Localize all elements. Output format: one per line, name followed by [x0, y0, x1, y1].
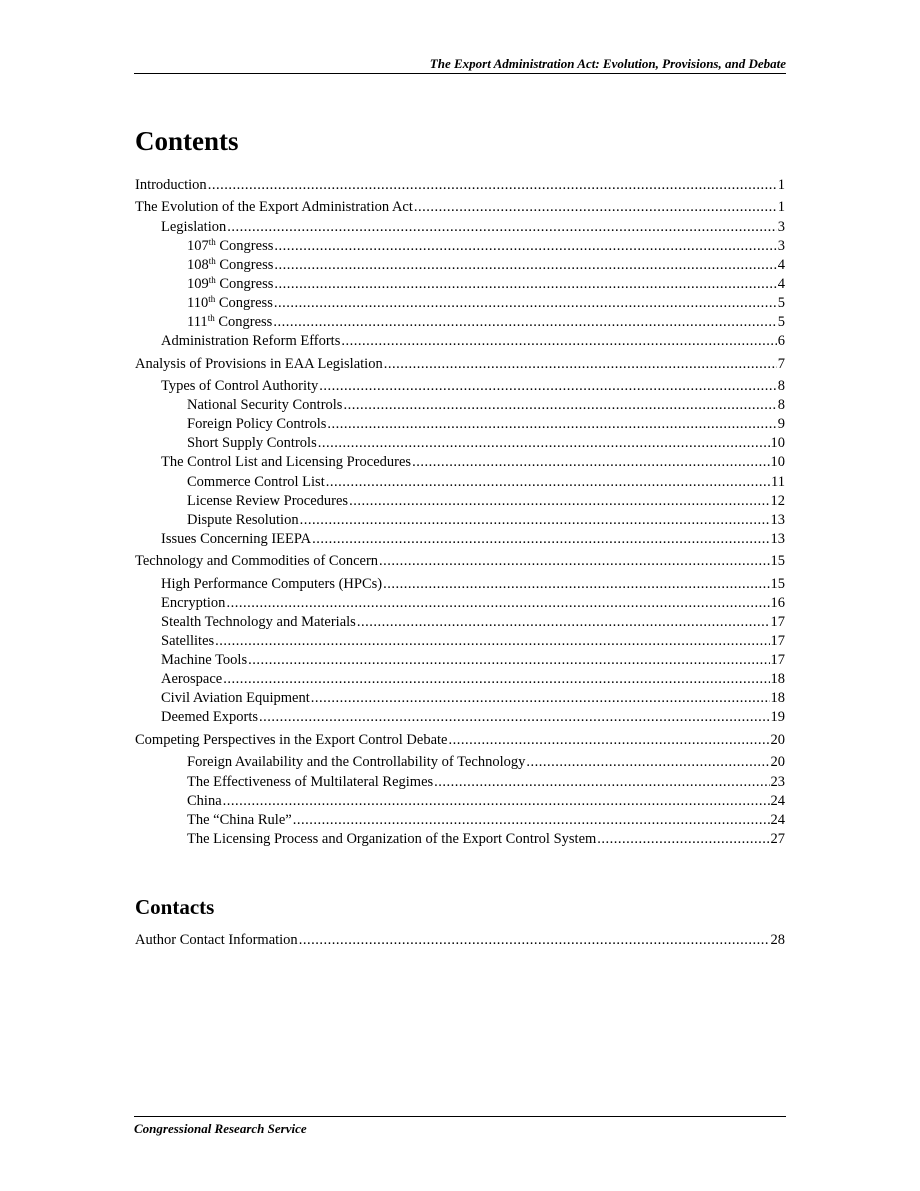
- toc-entry-page-number: 15: [770, 553, 785, 570]
- dot-leader: [312, 530, 769, 549]
- toc-entry-ordinal-suffix: th: [208, 274, 216, 285]
- dot-leader: [226, 594, 769, 613]
- toc-entry-title: [135, 931, 298, 950]
- toc-entry-title: [161, 332, 340, 351]
- toc-entry-title: [187, 415, 326, 434]
- toc-entry-page-number: 8: [777, 378, 785, 395]
- toc-entry-page-number: 10: [770, 454, 785, 471]
- dot-leader: [449, 731, 770, 750]
- toc-entry-page-number: 17: [770, 614, 785, 631]
- header-rule: [134, 73, 786, 74]
- toc-entry-title: [187, 294, 273, 313]
- toc-entry[interactable]: [135, 355, 785, 374]
- toc-entry[interactable]: [135, 632, 785, 651]
- toc-entry[interactable]: [135, 575, 785, 594]
- toc-entry-text: The “China Rule”: [187, 811, 292, 828]
- toc-entry-title: [161, 632, 214, 651]
- toc-entry-text: Technology and Commodities of Concern: [135, 553, 379, 570]
- toc-entry-title: [187, 792, 222, 811]
- dot-leader: [248, 651, 769, 670]
- toc-entry-page-number: 11: [771, 473, 785, 490]
- toc-entry-page-number: 1: [777, 199, 785, 216]
- toc-entry-ordinal-suffix: th: [208, 255, 216, 266]
- toc-entry-title: [135, 552, 378, 571]
- toc-entry[interactable]: [135, 773, 785, 792]
- toc-entry-number: 111: [187, 314, 208, 331]
- toc-entry[interactable]: [135, 332, 785, 351]
- toc-entry-page-number: 1: [777, 177, 785, 193]
- toc-entry-title: [187, 275, 273, 294]
- toc-entry-title: [187, 753, 525, 772]
- toc-entry-page-number: 5: [777, 294, 785, 311]
- toc-entry[interactable]: [135, 176, 785, 195]
- dot-leader: [273, 313, 776, 332]
- toc-entry[interactable]: [135, 396, 785, 415]
- toc-entry-title: [161, 218, 226, 237]
- toc-entry-page-number: 17: [770, 633, 785, 650]
- dot-leader: [343, 396, 776, 415]
- dot-leader: [526, 753, 769, 772]
- toc-entry-text: The Effectiveness of Multilateral Regimes: [187, 773, 434, 790]
- toc-entry[interactable]: [135, 792, 785, 811]
- toc-entry[interactable]: [135, 294, 785, 313]
- dot-leader: [293, 811, 770, 830]
- toc-entry-title: [161, 689, 310, 708]
- table-of-contents: [135, 176, 785, 849]
- toc-entry-page-number: 24: [770, 792, 785, 809]
- dot-leader: [318, 434, 770, 453]
- dot-leader: [319, 377, 776, 396]
- toc-entry-page-number: 9: [777, 416, 785, 433]
- dot-leader: [349, 492, 769, 511]
- dot-leader: [597, 830, 769, 849]
- toc-entry-text: Types of Control Authority: [161, 378, 319, 395]
- toc-entry-text: High Performance Computers (HPCs): [161, 575, 383, 592]
- toc-entry-page-number: 16: [770, 594, 785, 611]
- toc-entry-page-number: 8: [777, 397, 785, 414]
- toc-entry[interactable]: [135, 651, 785, 670]
- toc-entry-text: Aerospace: [161, 671, 223, 688]
- footer-rule: [134, 1116, 786, 1117]
- toc-entry-title: [161, 594, 225, 613]
- dot-leader: [412, 453, 769, 472]
- toc-entry-title: [187, 511, 299, 530]
- toc-entry-title: [161, 530, 311, 549]
- dot-leader: [274, 256, 776, 275]
- toc-entry[interactable]: [135, 275, 785, 294]
- toc-entry-page-number: 4: [777, 275, 785, 292]
- toc-entry-text: Congress: [215, 275, 274, 292]
- toc-entry-text: National Security Controls: [187, 397, 343, 414]
- dot-leader: [208, 176, 777, 195]
- toc-entry[interactable]: [135, 237, 785, 256]
- dot-leader: [341, 332, 776, 351]
- dot-leader: [327, 415, 776, 434]
- toc-entry-ordinal-suffix: th: [208, 236, 216, 247]
- contents-heading: Contents: [135, 126, 239, 156]
- toc-entry-text: Issues Concerning IEEPA: [161, 530, 312, 547]
- toc-entry-text: China: [187, 792, 222, 809]
- toc-entry[interactable]: [135, 415, 785, 434]
- dot-leader: [300, 511, 770, 530]
- toc-entry-text: Introduction: [135, 177, 207, 193]
- toc-entry-text: Competing Perspectives in the Export Control Debate: [135, 731, 448, 748]
- toc-entry-text: Congress: [215, 237, 274, 254]
- toc-entry-title: [161, 453, 411, 472]
- dot-leader: [379, 552, 769, 571]
- toc-entry[interactable]: [135, 511, 785, 530]
- toc-entry[interactable]: [135, 931, 785, 950]
- toc-entry-text: Congress: [215, 256, 274, 273]
- toc-entry-text: Author Contact Information: [135, 932, 298, 948]
- toc-entry-title: [161, 670, 222, 689]
- toc-entry[interactable]: [135, 670, 785, 689]
- toc-entry[interactable]: [135, 530, 785, 549]
- toc-entry-text: Commerce Control List: [187, 473, 325, 490]
- toc-entry-text: Administration Reform Efforts: [161, 333, 341, 350]
- dot-leader: [259, 708, 769, 727]
- dot-leader: [223, 792, 770, 811]
- toc-entry[interactable]: [135, 731, 785, 750]
- toc-entry-page-number: 23: [770, 773, 785, 790]
- dot-leader: [357, 613, 770, 632]
- toc-entry[interactable]: [135, 613, 785, 632]
- toc-entry-text: Satellites: [161, 633, 215, 650]
- toc-entry[interactable]: [135, 492, 785, 511]
- dot-leader: [274, 275, 776, 294]
- toc-entry-text: Short Supply Controls: [187, 435, 317, 452]
- toc-entry-text: License Review Procedures: [187, 492, 349, 509]
- toc-entry[interactable]: [135, 594, 785, 613]
- dot-leader: [311, 689, 770, 708]
- toc-entry-text: The Licensing Process and Organization of the Export Control System: [187, 830, 597, 847]
- toc-entry-text: The Evolution of the Export Administration Act: [135, 199, 413, 216]
- toc-entry-title: [161, 377, 318, 396]
- toc-entry-number: 110: [187, 294, 209, 311]
- dot-leader: [299, 931, 770, 950]
- toc-entry-ordinal-suffix: th: [207, 313, 215, 324]
- toc-entry-page-number: 13: [770, 511, 785, 528]
- toc-entry[interactable]: [135, 753, 785, 772]
- toc-entry-ordinal-suffix: th: [208, 294, 216, 305]
- toc-entry[interactable]: [135, 811, 785, 830]
- toc-entry-page-number: 10: [770, 435, 785, 452]
- toc-entry[interactable]: [135, 830, 785, 849]
- dot-leader: [274, 294, 777, 313]
- toc-entry-title: [187, 773, 433, 792]
- toc-entry-page-number: 17: [770, 652, 785, 669]
- toc-entry-text: Legislation: [161, 218, 227, 235]
- dot-leader: [227, 218, 777, 237]
- toc-entry-title: [187, 811, 292, 830]
- toc-entry-text: Congress: [214, 314, 273, 331]
- dot-leader: [384, 355, 777, 374]
- toc-entry-page-number: 6: [777, 333, 785, 350]
- toc-entry-title: [135, 198, 413, 217]
- toc-entry[interactable]: [135, 198, 785, 217]
- toc-entry-text: Dispute Resolution: [187, 511, 299, 528]
- toc-entry-text: Foreign Availability and the Controllability of Technology: [187, 754, 526, 771]
- toc-entry-page-number: 27: [770, 830, 785, 847]
- toc-entry-title: [187, 396, 342, 415]
- contacts-list: [135, 931, 785, 950]
- toc-entry-text: Civil Aviation Equipment: [161, 690, 310, 707]
- toc-entry-page-number: 20: [770, 754, 785, 771]
- toc-entry-text: Analysis of Provisions in EAA Legislation: [135, 355, 383, 372]
- toc-entry-title: [161, 708, 258, 727]
- toc-entry-title: [135, 176, 207, 195]
- toc-entry-page-number: 19: [770, 709, 785, 726]
- toc-entry-text: Congress: [215, 294, 273, 311]
- toc-entry-number: 109: [187, 275, 209, 292]
- toc-entry-title: [187, 830, 596, 849]
- toc-entry-text: Stealth Technology and Materials: [161, 614, 356, 631]
- running-footer: Congressional Research Service: [134, 1121, 307, 1136]
- toc-entry[interactable]: [135, 256, 785, 275]
- toc-entry-title: [135, 731, 448, 750]
- dot-leader: [223, 670, 769, 689]
- toc-entry-page-number: 18: [770, 690, 785, 707]
- toc-entry-title: [161, 575, 382, 594]
- toc-entry[interactable]: [135, 218, 785, 237]
- toc-entry[interactable]: [135, 453, 785, 472]
- toc-entry-title: [161, 651, 247, 670]
- toc-entry-text: Deemed Exports: [161, 709, 259, 726]
- dot-leader: [215, 632, 769, 651]
- toc-entry-page-number: 24: [770, 811, 785, 828]
- toc-entry-page-number: 13: [770, 530, 785, 547]
- toc-entry-title: [187, 492, 348, 511]
- toc-entry-page-number: 28: [770, 932, 785, 948]
- toc-entry-title: [187, 313, 272, 332]
- dot-leader: [274, 237, 776, 256]
- toc-entry[interactable]: [135, 473, 785, 492]
- toc-entry[interactable]: [135, 552, 785, 571]
- running-header: The Export Administration Act: Evolution, Provisions, and Debate: [429, 56, 786, 71]
- toc-entry-page-number: 7: [777, 355, 785, 372]
- toc-entry-page-number: 3: [777, 218, 785, 235]
- toc-entry-page-number: 3: [777, 237, 785, 254]
- toc-entry-title: [187, 237, 273, 256]
- toc-entry-title: [187, 434, 317, 453]
- toc-entry-page-number: 18: [770, 671, 785, 688]
- toc-entry-title: [161, 613, 356, 632]
- toc-entry-text: Foreign Policy Controls: [187, 416, 327, 433]
- toc-entry-text: The Control List and Licensing Procedures: [161, 454, 412, 471]
- toc-entry[interactable]: [135, 689, 785, 708]
- toc-entry-page-number: 5: [777, 314, 785, 331]
- toc-entry-text: Encryption: [161, 594, 226, 611]
- dot-leader: [414, 198, 777, 217]
- toc-entry[interactable]: [135, 313, 785, 332]
- toc-entry-page-number: 15: [770, 575, 785, 592]
- toc-entry-number: 107: [187, 237, 209, 254]
- dot-leader: [434, 773, 769, 792]
- toc-entry-page-number: 4: [777, 256, 785, 273]
- toc-entry-title: [187, 473, 325, 492]
- toc-entry-text: Machine Tools: [161, 652, 248, 669]
- contacts-heading: Contacts: [135, 895, 215, 919]
- toc-entry[interactable]: [135, 708, 785, 727]
- toc-entry-title: [135, 355, 383, 374]
- toc-entry-title: [187, 256, 273, 275]
- dot-leader: [383, 575, 769, 594]
- toc-entry-page-number: 20: [770, 731, 785, 748]
- toc-entry[interactable]: [135, 377, 785, 396]
- toc-entry[interactable]: [135, 434, 785, 453]
- toc-entry-number: 108: [187, 256, 209, 273]
- toc-entry-page-number: 12: [770, 492, 785, 509]
- dot-leader: [326, 473, 770, 492]
